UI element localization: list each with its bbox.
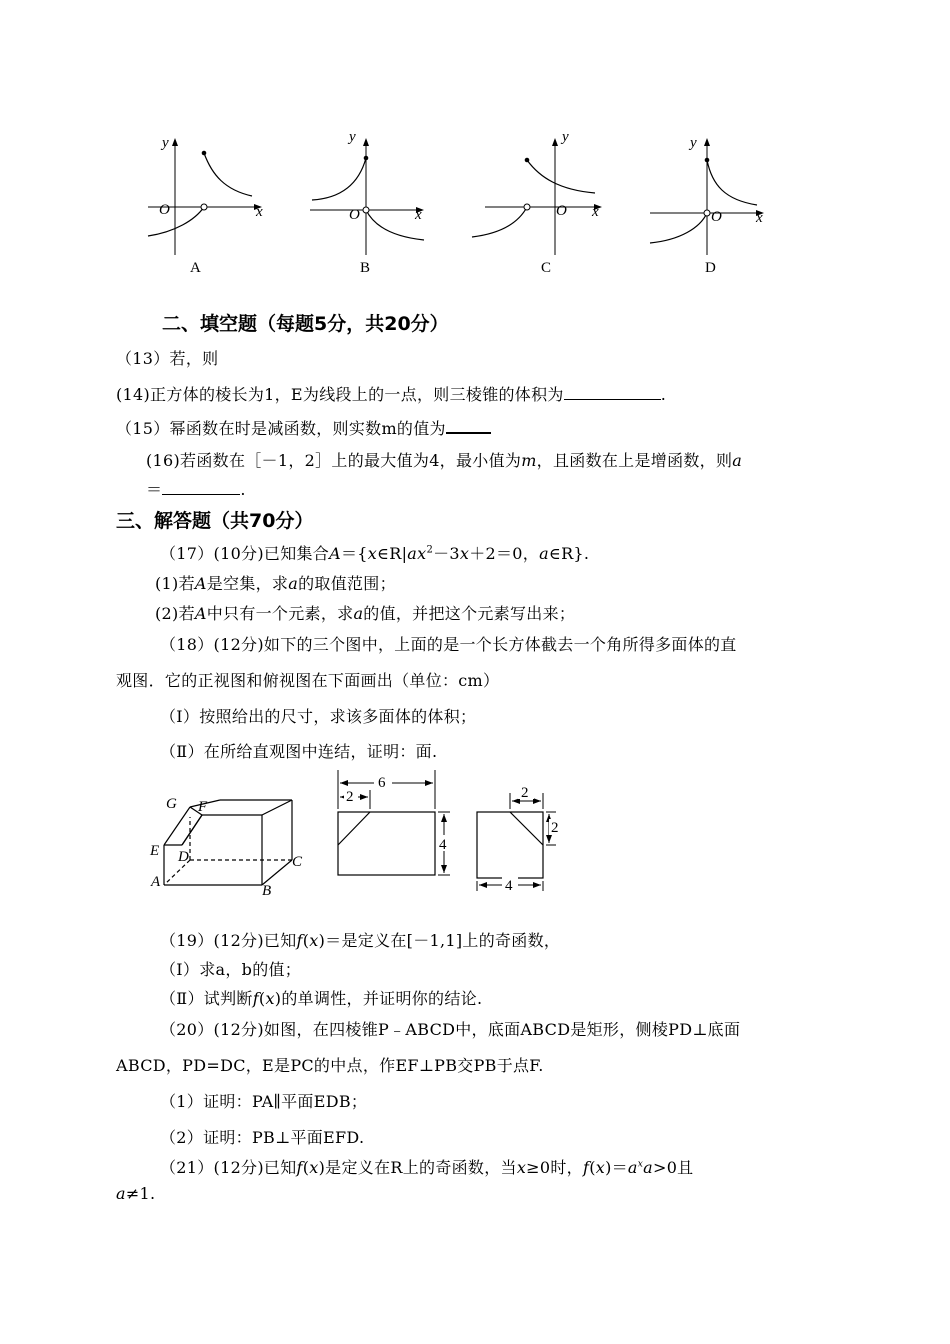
q16-blank bbox=[162, 480, 240, 495]
graph-label-c: C bbox=[541, 260, 552, 276]
vertex-g: G bbox=[166, 796, 177, 812]
vertex-a: A bbox=[151, 874, 161, 890]
svg-text:y: y bbox=[562, 129, 569, 145]
q18-part1: （Ⅰ）按照给出的尺寸，求该多面体的体积； bbox=[160, 707, 477, 726]
vertex-e: E bbox=[150, 843, 160, 859]
q13: （13）若，则 bbox=[116, 349, 219, 368]
svg-text:y: y bbox=[349, 129, 356, 145]
graph-b bbox=[310, 129, 424, 255]
q14-blank bbox=[564, 385, 661, 400]
vertex-f: F bbox=[198, 799, 208, 815]
q15-blank bbox=[446, 418, 491, 434]
svg-text:y: y bbox=[690, 135, 697, 151]
q20-line1: （20）(12分)如图，在四棱锥P﹣ABCD中，底面ABCD是矩形，侧棱PD⊥底面 bbox=[160, 1020, 741, 1039]
svg-text:y: y bbox=[162, 135, 169, 151]
q16-line1: (16)若函数在［－1，2］上的最大值为4，最小值为m，且函数在上是增函数，则a bbox=[146, 451, 743, 470]
svg-text:x: x bbox=[256, 204, 263, 220]
graph-a bbox=[148, 135, 263, 255]
svg-text:O: O bbox=[349, 207, 360, 223]
q14: (14)正方体的棱长为1，E为线段上的一点，则三棱锥的体积为 . bbox=[116, 385, 667, 404]
top-dim-cut-depth: 2 bbox=[551, 820, 559, 836]
vertex-b: B bbox=[262, 883, 272, 899]
svg-text:x: x bbox=[756, 210, 763, 226]
q18-line2: 观图．它的正视图和俯视图在下面画出（单位：cm） bbox=[116, 671, 500, 690]
polyhedron-figure bbox=[164, 800, 292, 885]
q16-line2: ＝ . bbox=[146, 480, 246, 499]
vertex-c: C bbox=[292, 854, 303, 870]
vertex-d: D bbox=[178, 849, 189, 865]
q17-part1: (1)若A是空集，求a的取值范围； bbox=[155, 574, 396, 593]
front-dim-height: 4 bbox=[439, 837, 447, 853]
q19-part2: （Ⅱ）试判断f(x)的单调性，并证明你的结论. bbox=[160, 989, 483, 1008]
q21-line2: a≠1. bbox=[116, 1184, 156, 1203]
q21-line1: （21）(12分)已知f(x)是定义在R上的奇函数，当x≥0时，$f(x)=a^xa>0$且 bbox=[160, 1158, 694, 1177]
svg-text:O: O bbox=[711, 209, 722, 225]
q19: （19）(12分)已知f(x)＝是定义在[－1,1]上的奇函数， bbox=[160, 931, 561, 950]
graph-d bbox=[650, 135, 764, 255]
q15: （15）幂函数在时是减函数，则实数m的值为 bbox=[116, 416, 491, 439]
q20-part1: （1）证明：PA∥平面EDB； bbox=[160, 1092, 368, 1111]
q18-line1: （18）(12分)如下的三个图中，上面的是一个长方体截去一个角所得多面体的直 bbox=[160, 635, 737, 654]
q17: （17）(10分)已知集合$A=\{x\in R|ax^2-3x+2=0$，a∈R}. bbox=[160, 544, 590, 563]
front-dim-width: 6 bbox=[378, 775, 386, 791]
front-dim-cut: 2 bbox=[346, 789, 354, 805]
q18-part2: （Ⅱ）在所给直观图中连结，证明：面. bbox=[160, 742, 438, 761]
svg-text:x: x bbox=[592, 204, 599, 220]
function-graphs bbox=[0, 120, 950, 285]
top-view bbox=[477, 793, 556, 891]
graph-label-b: B bbox=[360, 260, 371, 276]
graph-label-a: A bbox=[190, 260, 201, 276]
section3-title: 三、解答题（共70分） bbox=[116, 510, 314, 532]
graph-label-d: D bbox=[705, 260, 716, 276]
section2-title: 二、填空题（每题5分，共20分） bbox=[162, 313, 449, 335]
svg-text:O: O bbox=[556, 203, 567, 219]
front-view bbox=[338, 770, 450, 875]
q17-part2: (2)若A中只有一个元素，求a的值，并把这个元素写出来； bbox=[155, 604, 576, 623]
q20-part2: （2）证明：PB⊥平面EFD. bbox=[160, 1128, 365, 1147]
top-dim-cut-width: 2 bbox=[521, 785, 529, 801]
q19-part1: （Ⅰ）求a，b的值； bbox=[160, 960, 302, 979]
svg-text:O: O bbox=[159, 202, 170, 218]
svg-text:x: x bbox=[415, 207, 422, 223]
graph-c bbox=[472, 129, 602, 255]
q18-figures bbox=[0, 765, 950, 900]
top-dim-width: 4 bbox=[505, 878, 513, 894]
q20-line2: ABCD，PD=DC，E是PC的中点，作EF⊥PB交PB于点F. bbox=[116, 1056, 544, 1075]
